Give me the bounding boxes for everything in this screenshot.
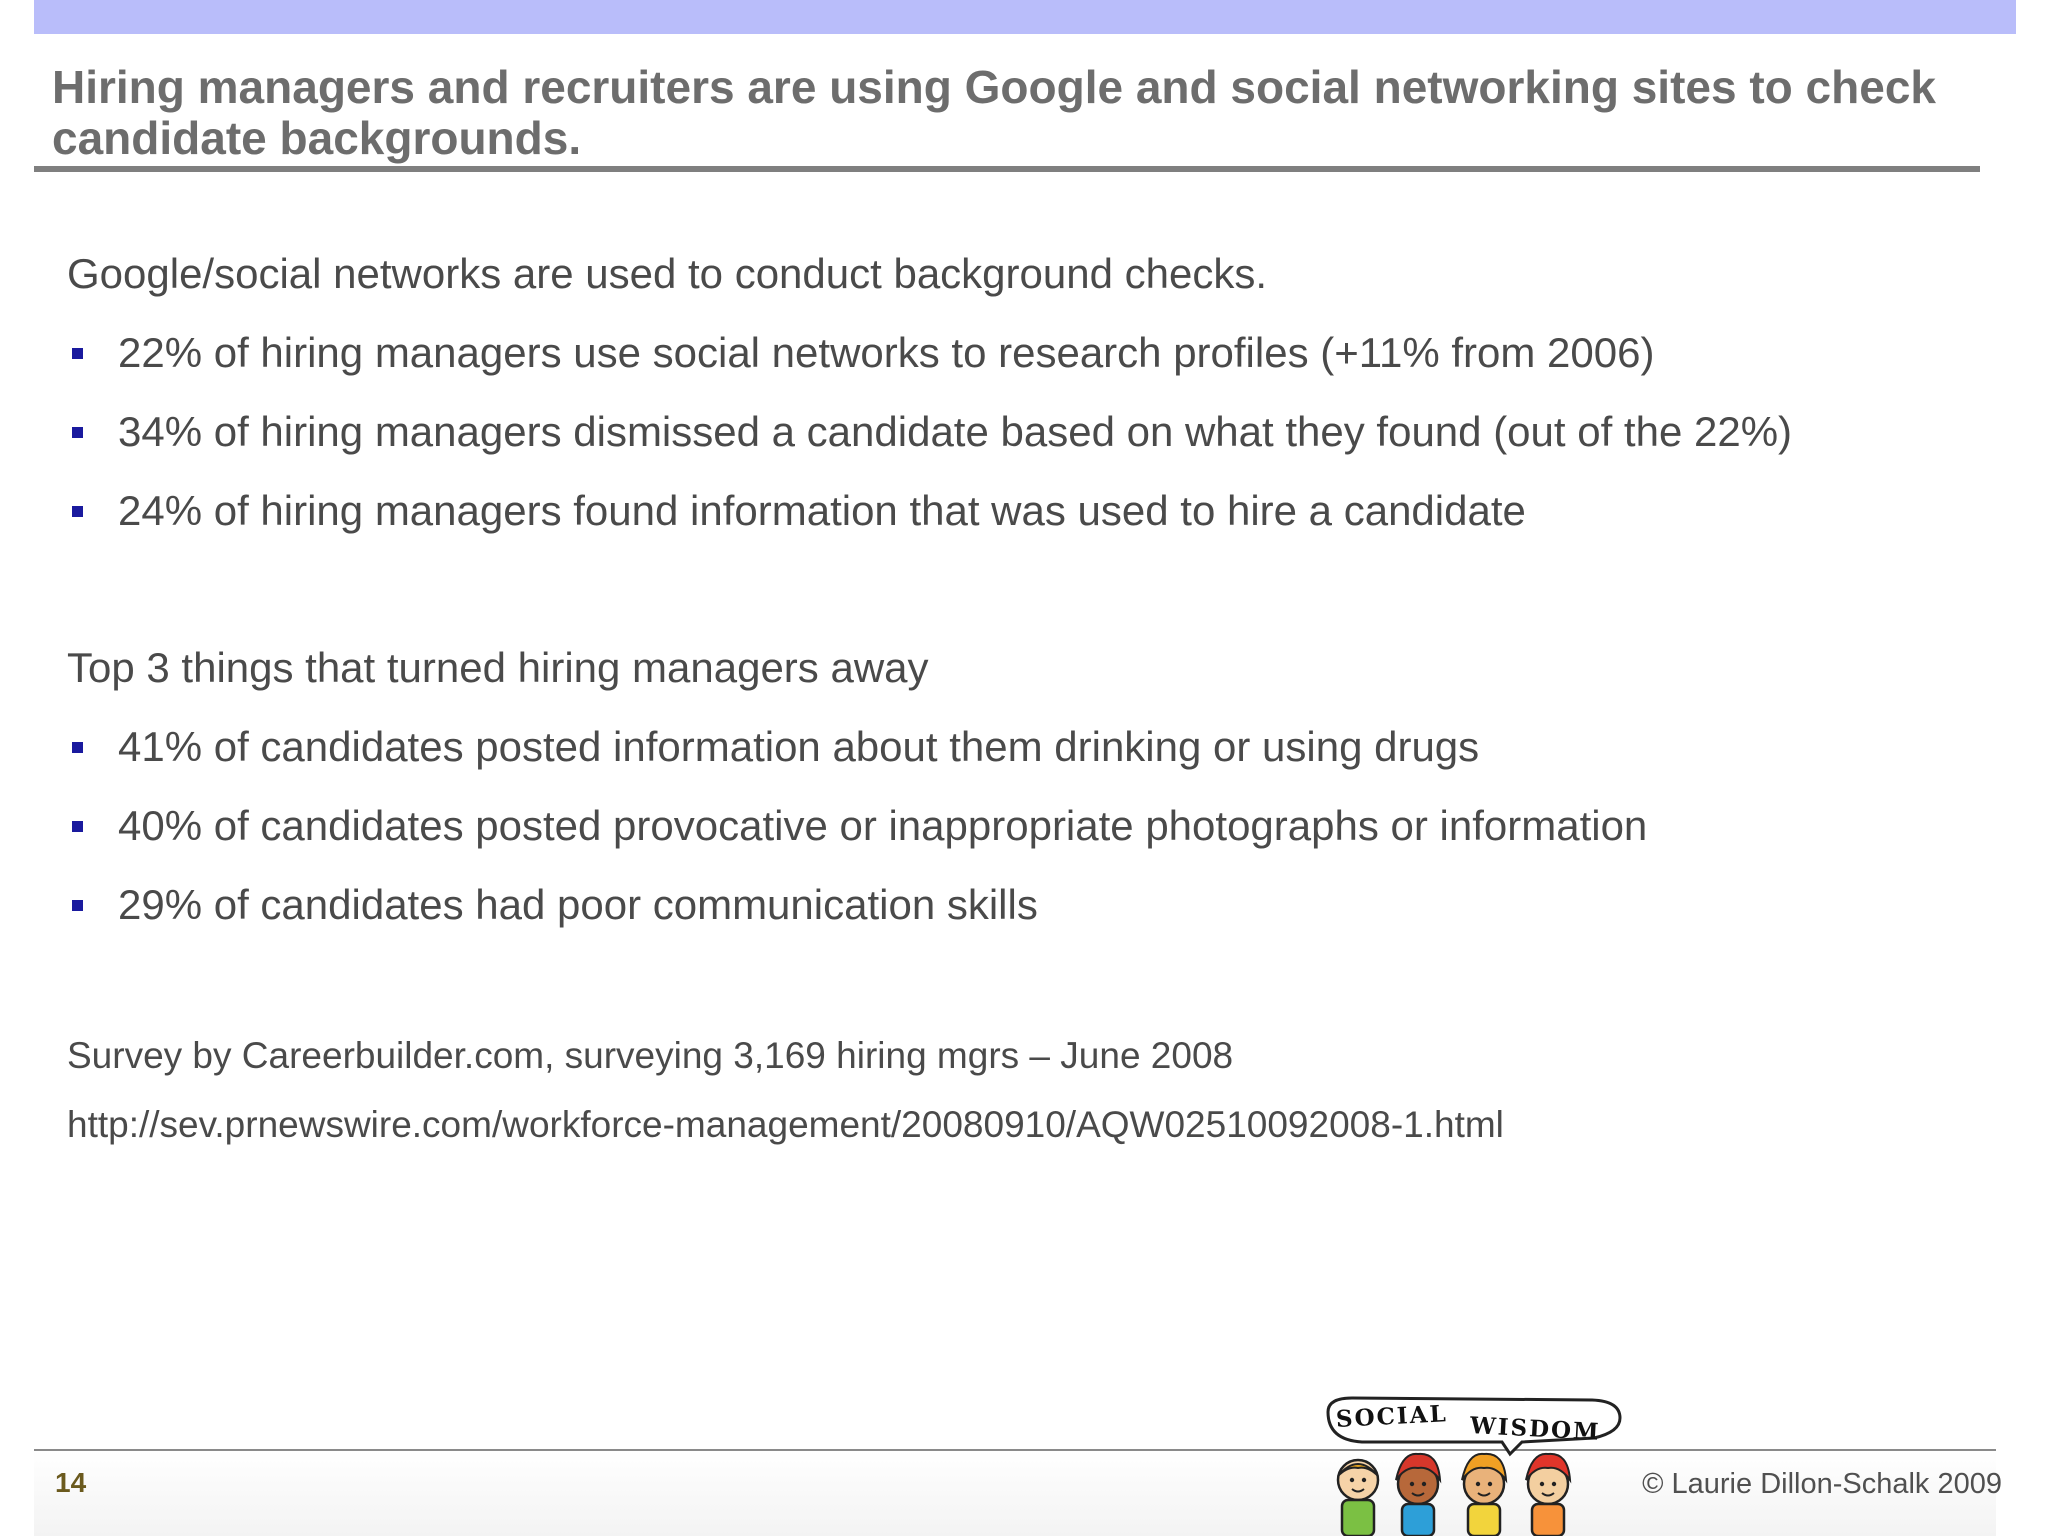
list-item xyxy=(67,880,1967,930)
turn-offs-list xyxy=(67,722,1967,930)
bullet-text: 24% of hiring managers found information that was used to hire a candidate xyxy=(118,487,1526,534)
bullet-text: 40% of candidates posted provocative or inappropriate photographs or information xyxy=(118,802,1648,849)
bullet-square-icon xyxy=(72,742,83,753)
bullet-text: 29% of candidates had poor communication skills xyxy=(118,881,1038,928)
source-url: http://sev.prnewswire.com/workforce-management/20080910/AQW02510092008-1.html xyxy=(67,1104,1504,1145)
page-number: 14 xyxy=(55,1467,87,1498)
list-item xyxy=(67,407,1967,457)
footer-divider xyxy=(34,1449,1996,1451)
list-item xyxy=(67,328,1967,378)
list-item xyxy=(67,722,1967,772)
slide-title: Hiring managers and recruiters are using Google and social networking sites to check candidate backgrounds. xyxy=(52,61,1936,164)
section-turn-offs xyxy=(67,643,1967,930)
bullet-text: 41% of candidates posted information about them drinking or using drugs xyxy=(118,723,1480,770)
section-heading-background-checks: Google/social networks are used to conduct background checks. xyxy=(67,250,1268,297)
social-wisdom-logo xyxy=(1322,1392,1626,1536)
bullet-square-icon xyxy=(72,821,83,832)
list-item xyxy=(67,486,1967,536)
logo-word-wisdom: WISDOM xyxy=(1469,1412,1602,1446)
bullet-square-icon xyxy=(72,348,83,359)
kid-green-icon xyxy=(1338,1460,1378,1536)
top-accent-band xyxy=(34,0,2016,34)
kid-yellow-icon xyxy=(1462,1454,1506,1536)
kid-orange-icon xyxy=(1526,1454,1570,1536)
source-citation: Survey by Careerbuilder.com, surveying 3,169 hiring mgrs – June 2008 xyxy=(67,1035,1234,1076)
bullet-square-icon xyxy=(72,506,83,517)
background-checks-list xyxy=(67,328,1967,536)
section-background-checks xyxy=(67,249,1967,536)
title-divider xyxy=(34,166,1980,172)
copyright-notice: © Laurie Dillon-Schalk 2009 xyxy=(1642,1468,2002,1500)
section-heading-turn-offs: Top 3 things that turned hiring managers away xyxy=(67,644,929,691)
kid-blue-icon xyxy=(1396,1454,1440,1536)
logo-word-social: SOCIAL xyxy=(1335,1400,1449,1433)
bullet-square-icon xyxy=(72,900,83,911)
bullet-square-icon xyxy=(72,427,83,438)
bullet-text: 34% of hiring managers dismissed a candidate based on what they found (out of the 22%) xyxy=(118,408,1793,455)
bullet-text: 22% of hiring managers use social networks to research profiles (+11% from 2006) xyxy=(118,329,1655,376)
list-item xyxy=(67,801,1967,851)
